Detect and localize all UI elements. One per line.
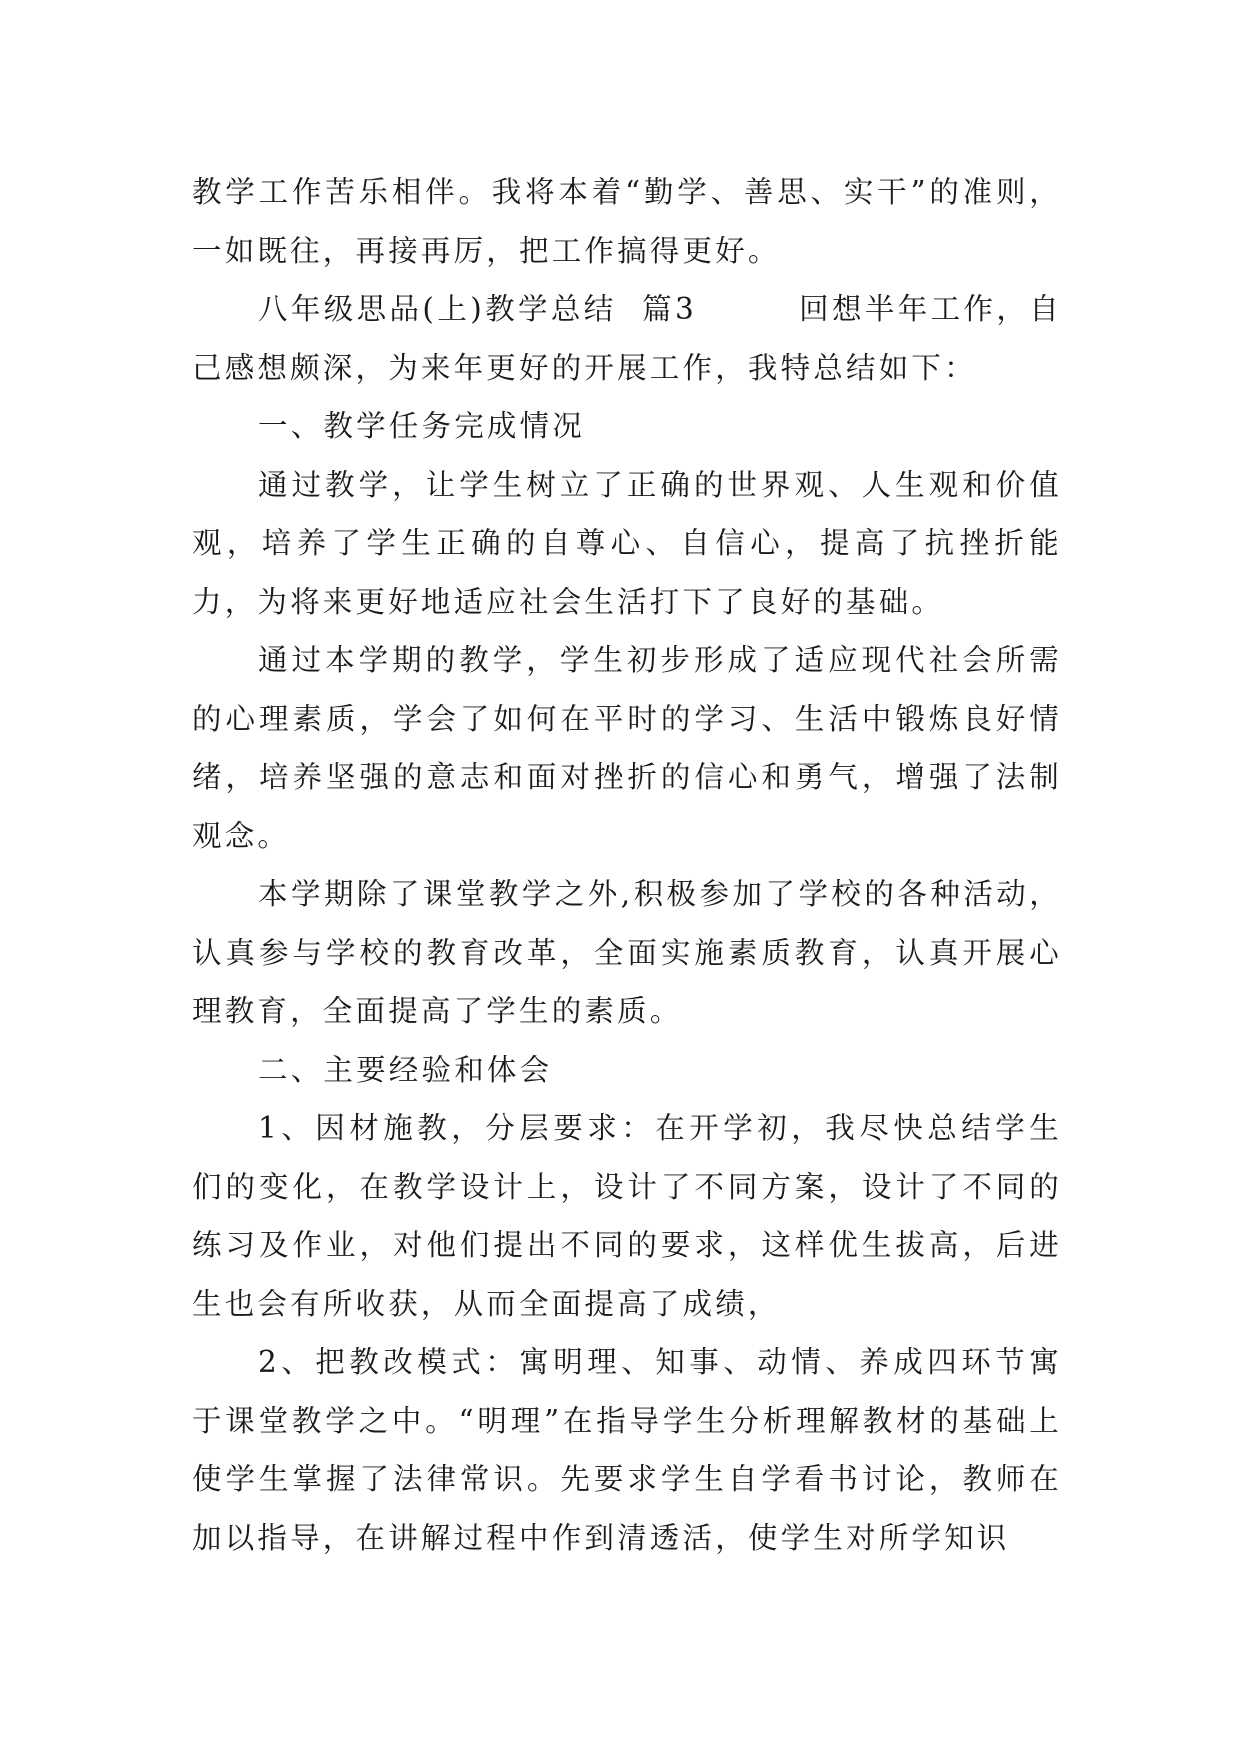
paragraph-2: 八年级思品(上)教学总结 篇3 回想半年工作，自己感想颇深，为来年更好的开展工作，我特总结如下： xyxy=(192,292,1062,385)
document-body xyxy=(192,163,1062,1567)
section-heading-2: 二、主要经验和体会 xyxy=(258,1052,553,1087)
section-heading-1: 一、教学任务完成情况 xyxy=(258,409,586,443)
paragraph-6: 1、因材施教，分层要求：在开学初，我尽快总结学生们的变化，在教学设计上，设计了不同方案，设计了不同的练习及作业，对他们提出不同的要求，这样优生拔高，后进生也会有所收获，从而全面提高了成绩， xyxy=(192,1111,1062,1321)
paragraph-7: 2、把教改模式：寓明理、知事、动情、养成四环节寓于课堂教学之中。“明理”在指导学生分析理解教材的基础上使学生掌握了法律常识。先要求学生自学看书讨论，教师在加以指导，在讲解过程中作到清透活，使学生对所学知识 xyxy=(192,1345,1062,1555)
paragraph-4: 通过本学期的教学，学生初步形成了适应现代社会所需的心理素质，学会了如何在平时的学习、生活中锻炼良好情绪，培养坚强的意志和面对挫折的信心和勇气，增强了法制观念。 xyxy=(192,643,1062,853)
paragraph-3: 通过教学，让学生树立了正确的世界观、人生观和价值观，培养了学生正确的自尊心、自信心，提高了抗挫折能力，为将来更好地适应社会生活打下了良好的基础。 xyxy=(192,467,1062,619)
paragraph-5: 本学期除了课堂教学之外,积极参加了学校的各种活动，认真参与学校的教育改革，全面实施素质教育，认真开展心理教育，全面提高了学生的素质。 xyxy=(192,877,1062,1028)
paragraph-1: 教学工作苦乐相伴。我将本着“勤学、善思、实干”的准则，一如既往，再接再厉，把工作搞得更好。 xyxy=(192,175,1062,268)
